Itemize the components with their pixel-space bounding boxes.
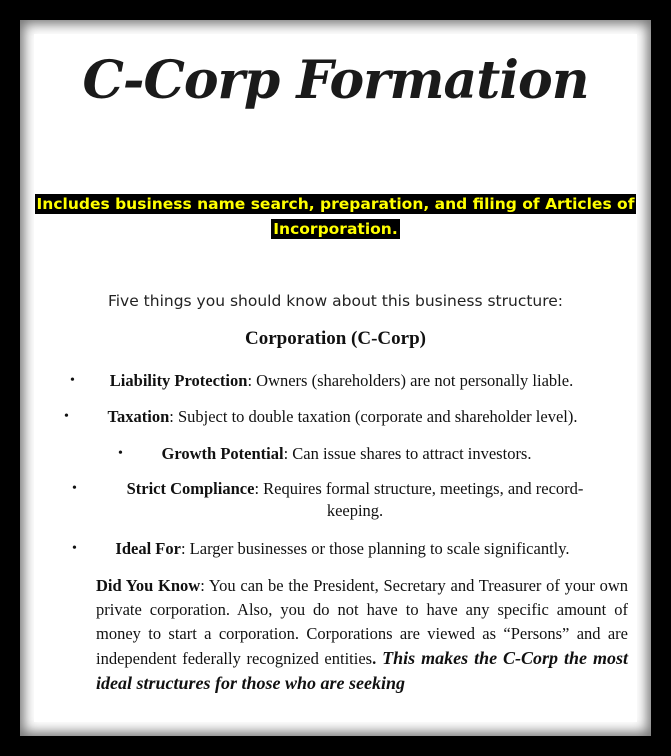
bullet-dot-icon: • [72, 481, 77, 496]
bullet-dot-icon: • [118, 446, 123, 461]
bullet-term: Ideal For [115, 539, 181, 558]
bullet-text: : Can issue shares to attract investors. [283, 444, 532, 463]
did-you-know-emphasis: This makes the C-Corp the most ideal structures for those who are seeking [96, 648, 628, 693]
highlight-text: Includes business name search, preparation, and filing of Articles of Incorporation. [36, 195, 635, 238]
bullet-text: : Requires formal structure, meetings, and record-keeping. [254, 479, 584, 520]
bullet-text: : Subject to double taxation (corporate and shareholder level). [169, 407, 578, 426]
section-subtitle: Corporation (C-Corp) [244, 328, 426, 349]
did-you-know-period: . [372, 649, 377, 668]
did-you-know-text: : You can be the President, Secretary and Treasurer of your own private corporation. Also, you do not have to have any specific amount of money to start a corporation. Corporations are viewed as “Persons” and are independent federally recognized entities [96, 576, 628, 668]
bullet-item [34, 370, 637, 392]
bullet-item [34, 443, 637, 465]
did-you-know-term: Did You Know [96, 576, 201, 595]
bullet-dot-icon: • [72, 541, 77, 556]
bullet-dot-icon: • [70, 373, 75, 388]
intro-text: Five things you should know about this business structure: [107, 292, 564, 310]
did-you-know-paragraph [96, 574, 628, 696]
bullet-item [72, 478, 600, 522]
document-page [34, 34, 637, 722]
bullet-item [34, 406, 637, 428]
page-title: C-Corp Formation [82, 50, 589, 111]
bullet-term: Liability Protection [109, 371, 248, 390]
bullet-item [34, 538, 637, 560]
bullet-text: : Owners (shareholders) are not personally liable. [247, 371, 574, 390]
bullet-term: Growth Potential [161, 444, 284, 463]
highlight-banner [34, 192, 637, 242]
bullet-dot-icon: • [64, 409, 69, 424]
bullet-term: Strict Compliance [126, 479, 255, 498]
bullet-text: : Larger businesses or those planning to scale significantly. [180, 539, 570, 558]
bullet-term: Taxation [107, 407, 170, 426]
